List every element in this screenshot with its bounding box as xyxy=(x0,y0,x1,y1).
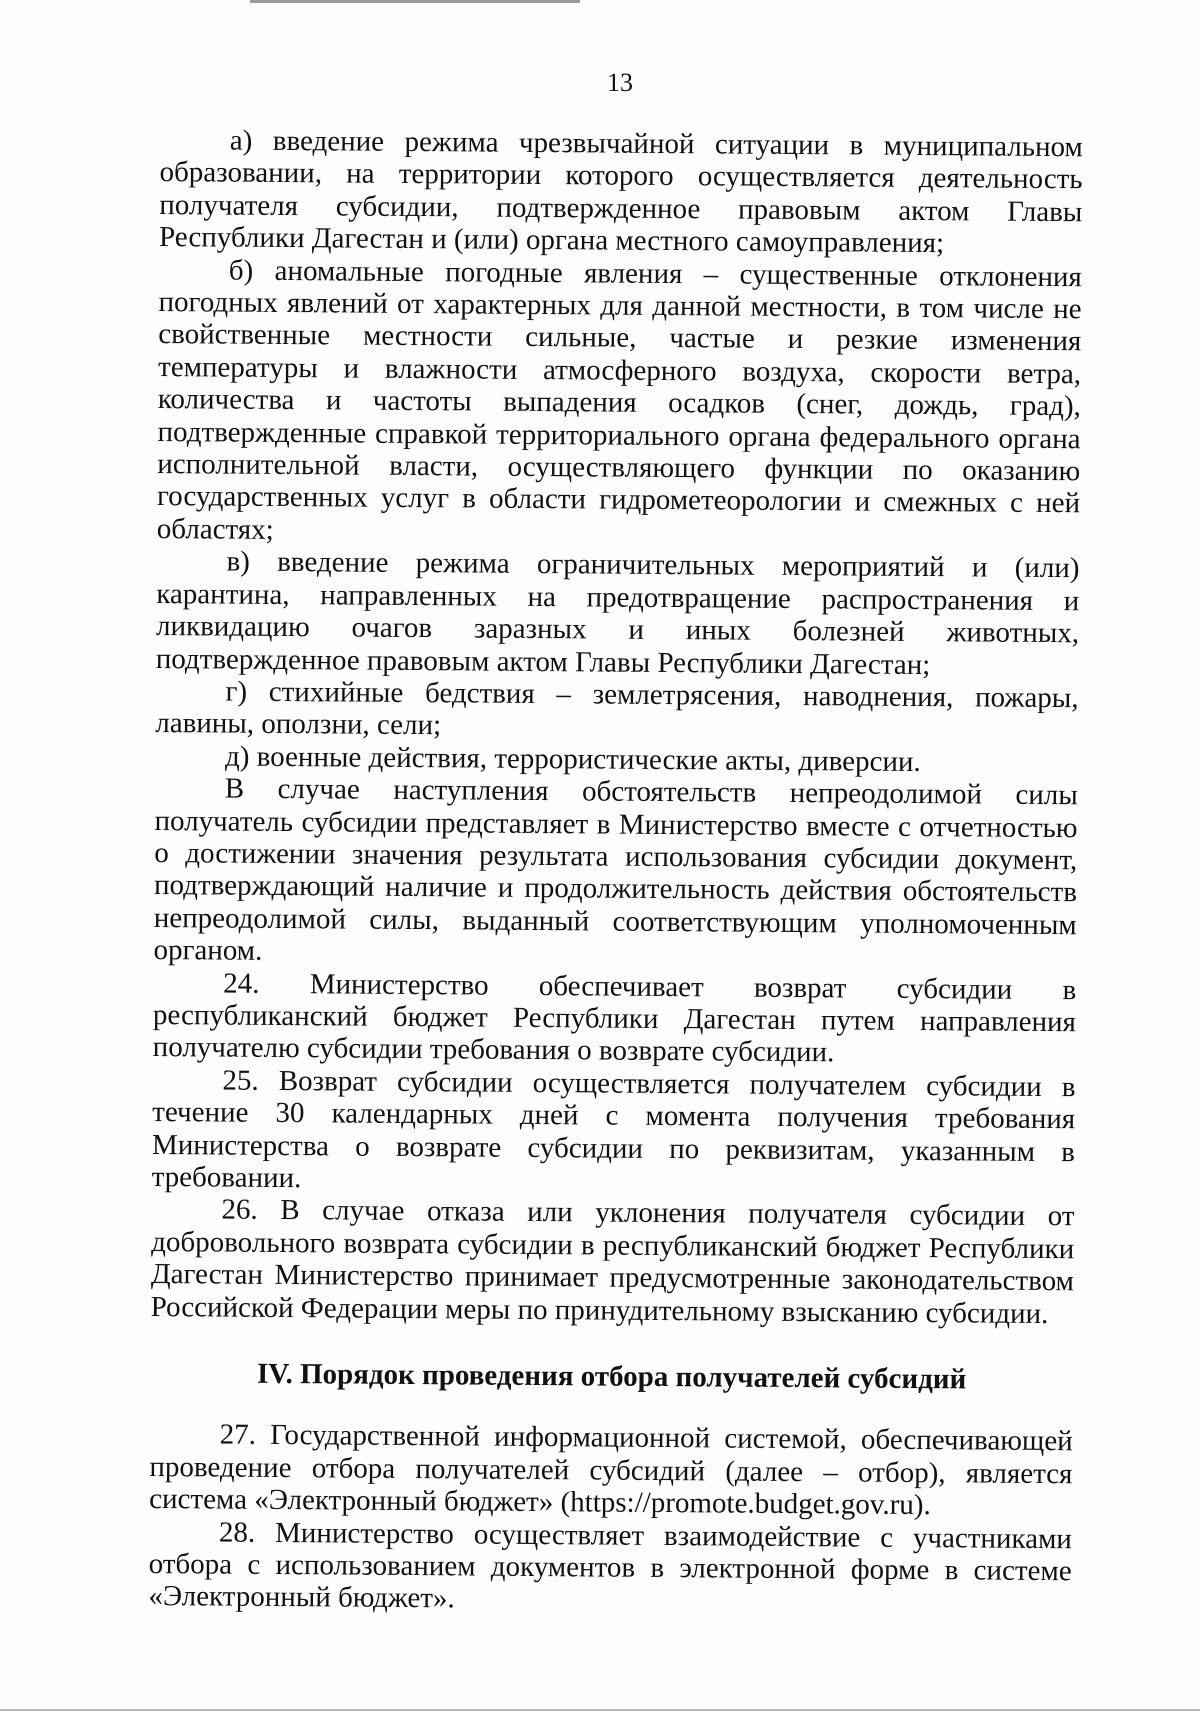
paragraph-item-d: д) военные действия, террористические акты, диверсии. xyxy=(224,740,921,778)
paragraph-item-b: б) аномальные погодные явления – существенные отклонения погодных явлений от характерных для данной местности, в том числе не свойственные местности сильные, частые и резкие изменения температуры и влажности атмосферного воздуха, скорости ветра, количества и частоты выпадения осадков (снег, дождь, град), подтвержденные справкой территориального органа федерального органа исполнительной власти, осуществляющего функции по оказанию государственных услуг в области гидрометеорологии и смежных с ней областях; xyxy=(156,254,1082,546)
paragraph-item-v: в) введение режима ограничительных мероприятий и (или) карантина, направленных на предотвращение распространения и ликвидацию очагов заразных и иных болезней животных, подтвержденное правовым актом Главы Республики Дагестан; xyxy=(155,545,1080,681)
scan-edge-top xyxy=(250,0,580,3)
paragraph-27: 27. Государственной информационной системой, обеспечивающей проведение отбора получателей субсидий (далее – отбор), является система «Электронный бюджет» (https://promote.budget.gov.ru). xyxy=(149,1418,1073,1522)
document-body xyxy=(148,124,1083,1620)
paragraph-item-a: а) введение режима чрезвычайной ситуации в муниципальном образовании, на территории которого осуществляется деятельность получателя субсидии, подтвержденное правовым актом Главы Республики Дагестан и (или) органа местного самоуправления; xyxy=(158,124,1083,260)
paragraph-24: 24. Министерство обеспечивает возврат субсидии в республиканский бюджет Республики Дагестан путем направления получателю субсидии требования о возврате субсидии. xyxy=(152,967,1077,1069)
paragraph-item-g: г) стихийные бедствия – землетрясения, наводнения, пожары, лавины, оползни, сели; xyxy=(155,675,1079,742)
paragraph-25: 25. Возврат субсидии осуществляется получателем субсидии в течение 30 календарных дней с момента получения требования Министерства о возврате субсидии по реквизитам, указанным в требовании. xyxy=(151,1064,1076,1195)
page-number: 13 xyxy=(607,68,633,97)
section-heading: IV. Порядок проведения отбора получателей субсидий xyxy=(256,1357,967,1396)
paragraph-28: 28. Министерство осуществляет взаимодействие с участниками отбора с использованием документов в электронной форме в системе «Электронный бюджет». xyxy=(148,1516,1073,1615)
paragraph-26: 26. В случае отказа или уклонения получателя субсидии от добровольного возврата субсидии в республиканский бюджет Республики Дагестан Министерство принимает предусмотренные законодательством Российской Федерации меры по принудительному взысканию субсидии. xyxy=(150,1193,1075,1330)
paragraph-force-majeure: В случае наступления обстоятельств непреодолимой силы получатель субсидии представляет в Министерство вместе с отчетностью о достижении значения результата использования субсидии документ, подтверждающий наличие и продолжительность действия обстоятельств непреодолимой силы, выданный соответствующим уполномоченным органом. xyxy=(153,772,1078,967)
